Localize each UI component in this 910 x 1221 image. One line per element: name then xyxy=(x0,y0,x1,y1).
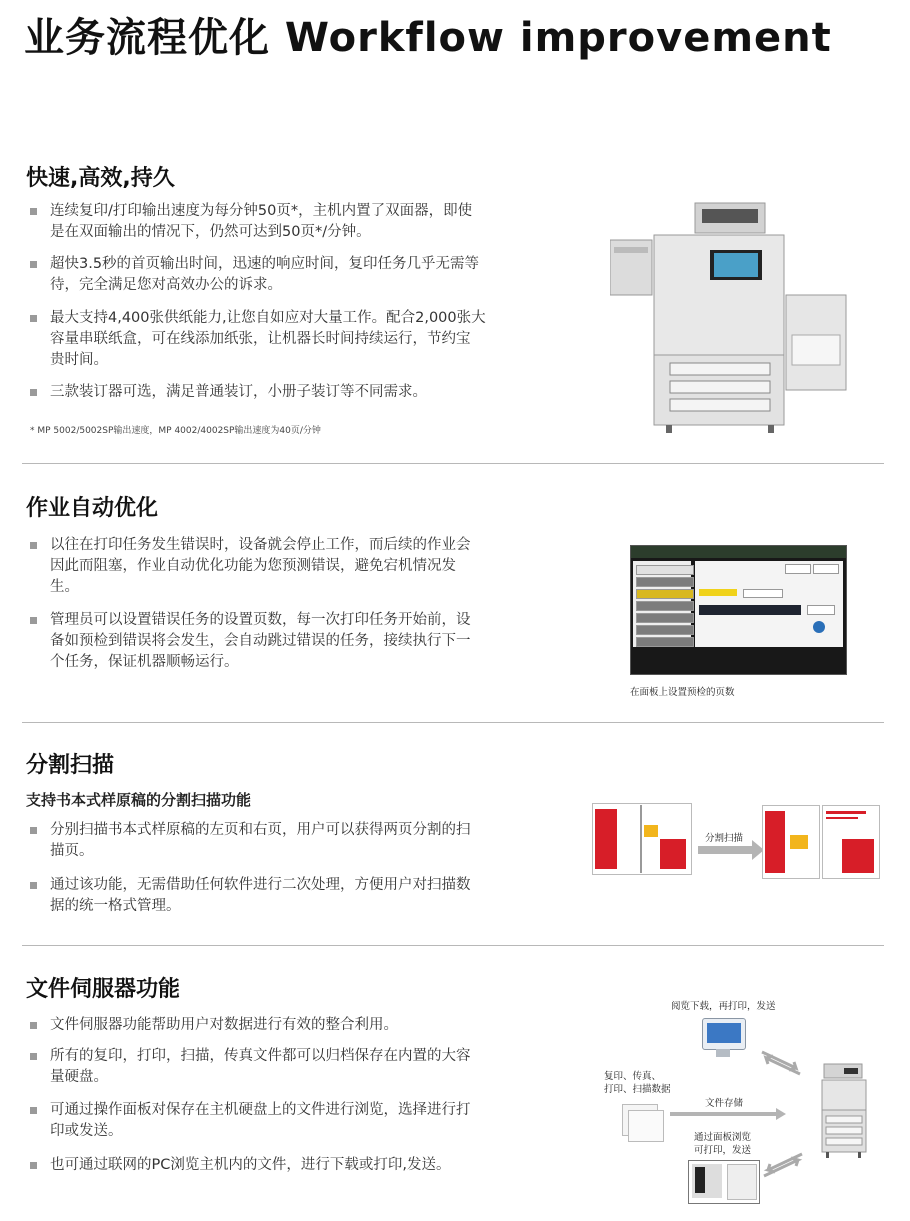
storage-arrow-shaft xyxy=(670,1112,778,1116)
monitor-stand xyxy=(716,1049,730,1057)
diagram-storage-label: 文件存储 xyxy=(705,1098,744,1109)
operation-panel-screenshot xyxy=(630,545,847,675)
bullet-line: 可通过操作面板对保存在主机硬盘上的文件进行浏览，选择进行打 xyxy=(50,1102,471,1118)
panel-content xyxy=(695,561,843,647)
section-heading-split-scan: 分割扫描 xyxy=(26,753,115,778)
panel-header xyxy=(631,546,846,558)
bullet-item xyxy=(30,308,535,371)
bullet-square-icon xyxy=(30,882,37,889)
bullet-square-icon xyxy=(30,261,37,268)
bullet-square-icon xyxy=(30,1053,37,1060)
bullet-line: 也可通过联网的PC浏览主机内的文件，进行下载或打印,发送。 xyxy=(50,1157,451,1173)
bullet-square-icon xyxy=(30,208,37,215)
bullet-line: 个任务，保证机器顺畅运行。 xyxy=(50,654,239,670)
label-line: 通过面板浏览 xyxy=(694,1132,752,1143)
section-divider xyxy=(22,945,884,946)
section-heading-speed: 快速,高效,持久 xyxy=(26,166,175,191)
section-heading-auto-optimization: 作业自动优化 xyxy=(26,496,159,521)
split-page-right xyxy=(822,805,880,879)
bullet-line: 分别扫描书本式样原稿的左页和右页，用户可以获得两页分割的扫 xyxy=(50,822,471,838)
panel-menu xyxy=(633,561,691,647)
bullet-square-icon xyxy=(30,827,37,834)
split-scan-arrow-label: 分割扫描 xyxy=(705,833,744,844)
bullet-item xyxy=(30,201,535,243)
bullet-item xyxy=(30,875,535,917)
bullet-item xyxy=(30,610,535,673)
bullet-item xyxy=(30,535,535,598)
bullet-item xyxy=(30,820,535,862)
bullet-square-icon xyxy=(30,542,37,549)
bullet-line: 量硬盘。 xyxy=(50,1069,108,1085)
bullet-line: 备如预检到错误将会发生，会自动跳过错误的任务，接续执行下一 xyxy=(50,633,471,649)
panel-caption: 在面板上设置预检的页数 xyxy=(630,687,735,698)
bullet-line: 以往在打印任务发生错误时，设备就会停止工作，而后续的作业会 xyxy=(50,537,471,553)
bullet-line: 管理员可以设置错误任务的设置页数，每一次打印任务开始前，设 xyxy=(50,612,471,628)
bullet-square-icon xyxy=(30,1107,37,1114)
bullet-line: 文件伺服器功能帮助用户对数据进行有效的整合利用。 xyxy=(50,1017,398,1033)
page-title: 业务流程优化 Workflow improvement xyxy=(24,15,832,61)
bullet-item xyxy=(30,1100,535,1142)
bullet-line: 三款装订器可选，满足普通装订，小册子装订等不同需求。 xyxy=(50,384,427,400)
bullet-item xyxy=(30,1155,535,1176)
section-divider xyxy=(22,463,884,464)
label-line: 可打印，发送 xyxy=(694,1145,752,1156)
copier-illustration xyxy=(610,195,850,435)
label-line: 打印、扫描数据 xyxy=(604,1084,671,1095)
bullet-line: 所有的复印，打印，扫描，传真文件都可以归档保存在内置的大容 xyxy=(50,1048,471,1064)
bullet-line: 连续复印/打印输出速度为每分钟50页*，主机内置了双面器，即使 xyxy=(50,203,473,219)
copier-small-icon xyxy=(818,1060,874,1160)
documents-icon-back xyxy=(628,1110,664,1142)
pc-monitor-icon xyxy=(702,1018,746,1050)
footnote: * MP 5002/5002SP输出速度，MP 4002/4002SP输出速度为40页/分钟 xyxy=(30,426,321,436)
bullet-square-icon xyxy=(30,1022,37,1029)
bullet-item xyxy=(30,1046,535,1088)
bullet-line: 容量串联纸盒，可在线添加纸张，让机器长时间持续运行，节约宝 xyxy=(50,331,471,347)
diagram-pc-label: 阅览下载，再打印，发送 xyxy=(671,1001,776,1012)
label-line: 复印、传真、 xyxy=(604,1071,662,1082)
bullet-line: 超快3.5秒的首页输出时间，迅速的响应时间，复印任务几乎无需等 xyxy=(50,256,480,272)
bullet-line: 生。 xyxy=(50,579,79,595)
bullet-item xyxy=(30,382,535,403)
bullet-item xyxy=(30,254,535,296)
open-book-illustration xyxy=(592,803,692,875)
arrow-right-icon xyxy=(776,1108,786,1120)
bullet-square-icon xyxy=(30,389,37,396)
split-page-left xyxy=(762,805,820,879)
section-subheading: 支持书本式样原稿的分割扫描功能 xyxy=(26,791,252,809)
bullet-line: 描页。 xyxy=(50,843,94,859)
bullet-square-icon xyxy=(30,617,37,624)
sync-arrows-icon xyxy=(760,1048,804,1078)
bullet-line: 贵时间。 xyxy=(50,352,108,368)
panel-thumbnail xyxy=(688,1160,760,1204)
arrow-shaft xyxy=(698,846,754,854)
bullet-line: 印或发送。 xyxy=(50,1123,123,1139)
bullet-line: 待，完全满足您对高效办公的诉求。 xyxy=(50,277,282,293)
diagram-source-label xyxy=(604,1070,671,1096)
section-divider xyxy=(22,722,884,723)
diagram-panel-label xyxy=(694,1131,751,1157)
section-heading-document-server: 文件伺服器功能 xyxy=(26,977,181,1002)
bullet-line: 最大支持4,400张供纸能力,让您自如应对大量工作。配合2,000张大 xyxy=(50,310,486,326)
bullet-line: 因此而阻塞，作业自动优化功能为您预测错误，避免宕机情况发 xyxy=(50,558,456,574)
bullet-line: 据的统一格式管理。 xyxy=(50,898,181,914)
bullet-item xyxy=(30,1015,535,1036)
bullet-line: 是在双面输出的情况下，仍然可达到50页*/分钟。 xyxy=(50,224,371,240)
bullet-square-icon xyxy=(30,315,37,322)
bullet-square-icon xyxy=(30,1162,37,1169)
bullet-line: 通过该功能，无需借助任何软件进行二次处理，方便用户对扫描数 xyxy=(50,877,471,893)
sync-arrows-icon xyxy=(762,1150,806,1180)
